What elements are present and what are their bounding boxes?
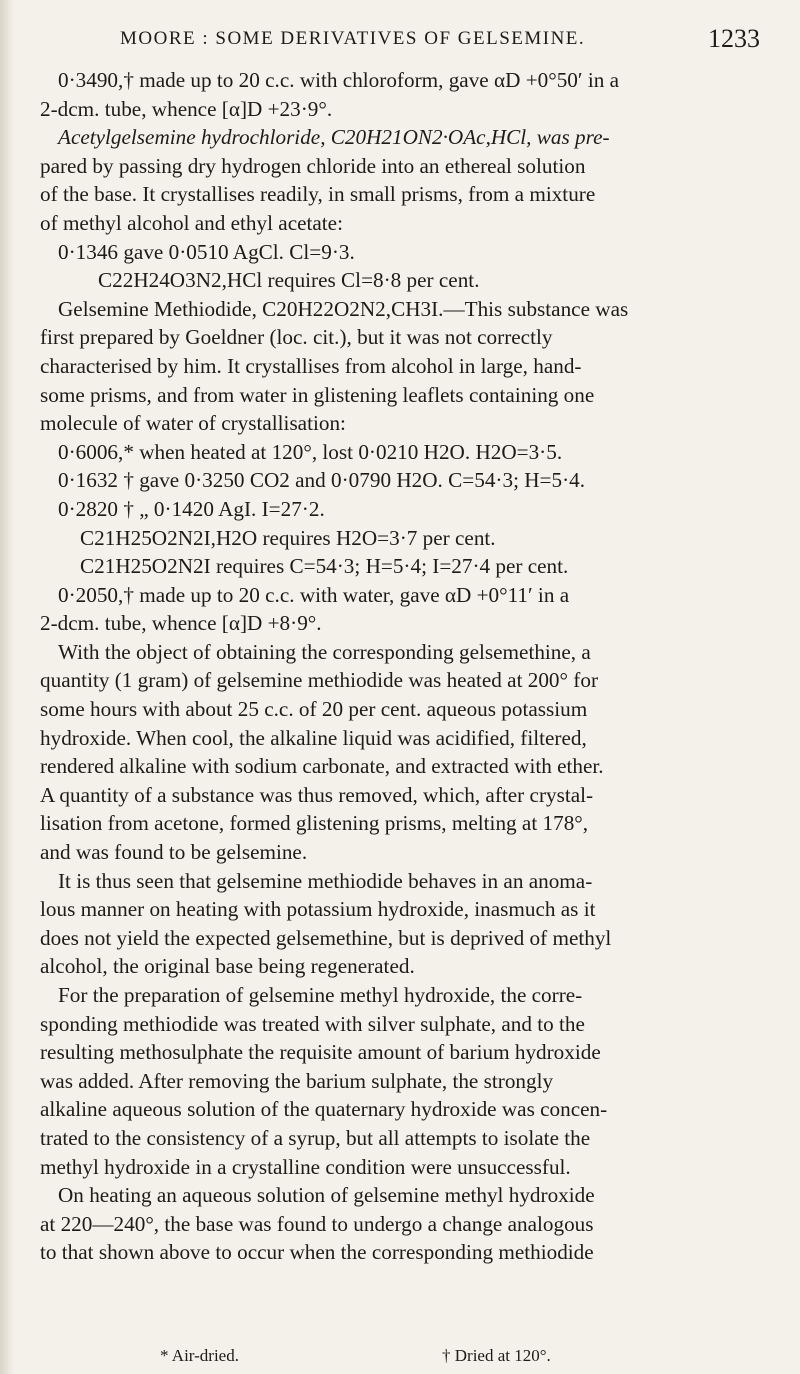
text-line: C22H24O3N2,HCl requires Cl=8·8 per cent. <box>98 268 480 293</box>
article-body <box>40 66 772 1267</box>
text-line: It is thus seen that gelsemine methiodide behaves in an anoma- <box>58 868 593 893</box>
page-header <box>0 24 800 64</box>
text-line: alkaline aqueous solution of the quaternary hydroxide was concen- <box>40 1097 608 1122</box>
text-line: of methyl alcohol and ethyl acetate: <box>40 210 343 235</box>
text-line: On heating an aqueous solution of gelsemine methyl hydroxide <box>58 1183 595 1208</box>
text-line: 0·6006,* when heated at 120°, lost 0·0210 H2O. H2O=3·5. <box>58 439 563 464</box>
text-line: 0·1346 gave 0·0510 AgCl. Cl=9·3. <box>58 239 355 264</box>
text-line: some prisms, and from water in glistening leaflets containing one <box>40 382 595 407</box>
text-line: first prepared by Goeldner (loc. cit.), but it was not correctly <box>40 325 553 350</box>
text-line: For the preparation of gelsemine methyl hydroxide, the corre- <box>58 983 583 1007</box>
page-number: 1233 <box>708 24 760 53</box>
footnote-air-dried: * Air-dried. <box>160 1346 239 1365</box>
text-line: molecule of water of crystallisation: <box>40 411 346 436</box>
text-line: Acetylgelsemine hydrochloride, C20H21ON2·OAc,HCl, was pre- <box>58 125 610 150</box>
text-line: sponding methiodide was treated with silver sulphate, and to the <box>40 1011 585 1036</box>
text-line: methyl hydroxide in a crystalline condition were unsuccessful. <box>40 1154 571 1179</box>
text-line: of the base. It crystallises readily, in small prisms, from a mixture <box>40 182 596 207</box>
text-line: alcohol, the original base being regenerated. <box>40 954 415 979</box>
text-line: quantity (1 gram) of gelsemine methiodide was heated at 200° for <box>40 668 599 693</box>
text-line: at 220—240°, the base was found to undergo a change analogous <box>40 1211 594 1236</box>
text-line: 2-dcm. tube, whence [α]D +8·9°. <box>40 611 322 636</box>
text-line: trated to the consistency of a syrup, but all attempts to isolate the <box>40 1125 591 1150</box>
text-line: lous manner on heating with potassium hydroxide, inasmuch as it <box>40 897 596 922</box>
text-line: was added. After removing the barium sulphate, the strongly <box>40 1068 554 1093</box>
text-line: some hours with about 25 c.c. of 20 per cent. aqueous potassium <box>40 697 588 722</box>
page-edge-shadow <box>0 0 14 1374</box>
text-line: pared by passing dry hydrogen chloride into an ethereal solution <box>40 153 586 178</box>
text-line: lisation from acetone, formed glistening prisms, melting at 178°, <box>40 811 589 836</box>
text-line: does not yield the expected gelsemethine, but is deprived of methyl <box>40 925 612 950</box>
text-line: C21H25O2N2I requires C=54·3; H=5·4; I=27·4 per cent. <box>80 554 569 579</box>
footnote-dried-120: † Dried at 120°. <box>442 1346 551 1365</box>
text-line: 0·1632 † gave 0·3250 CO2 and 0·0790 H2O. C=54·3; H=5·4. <box>58 468 586 493</box>
text-line: characterised by him. It crystallises from alcohol in large, hand- <box>40 353 582 378</box>
text-line: 0·3490,† made up to 20 c.c. with chloroform, gave αD +0°50′ in a <box>58 68 620 92</box>
text-line: Gelsemine Methiodide, C20H22O2N2,CH3I.—This substance was <box>58 296 629 321</box>
text-line: 0·2050,† made up to 20 c.c. with water, gave αD +0°11′ in a <box>58 582 570 607</box>
text-line: to that shown above to occur when the corresponding methiodide <box>40 1240 594 1265</box>
text-line: 2-dcm. tube, whence [α]D +23·9°. <box>40 96 333 121</box>
text-line: hydroxide. When cool, the alkaline liquid was acidified, filtered, <box>40 725 587 750</box>
text-line: With the object of obtaining the corresponding gelsemethine, a <box>58 639 591 664</box>
text-line: 0·2820 † „ 0·1420 AgI. I=27·2. <box>58 496 325 521</box>
text-line: resulting methosulphate the requisite amount of barium hydroxide <box>40 1040 601 1065</box>
running-title: MOORE : SOME DERIVATIVES OF GELSEMINE. <box>120 28 586 49</box>
text-line: C21H25O2N2I,H2O requires H2O=3·7 per cent. <box>80 525 496 550</box>
text-line: and was found to be gelsemine. <box>40 840 308 865</box>
text-line: A quantity of a substance was thus removed, which, after crystal- <box>40 782 594 807</box>
text-line: rendered alkaline with sodium carbonate, and extracted with ether. <box>40 754 604 779</box>
